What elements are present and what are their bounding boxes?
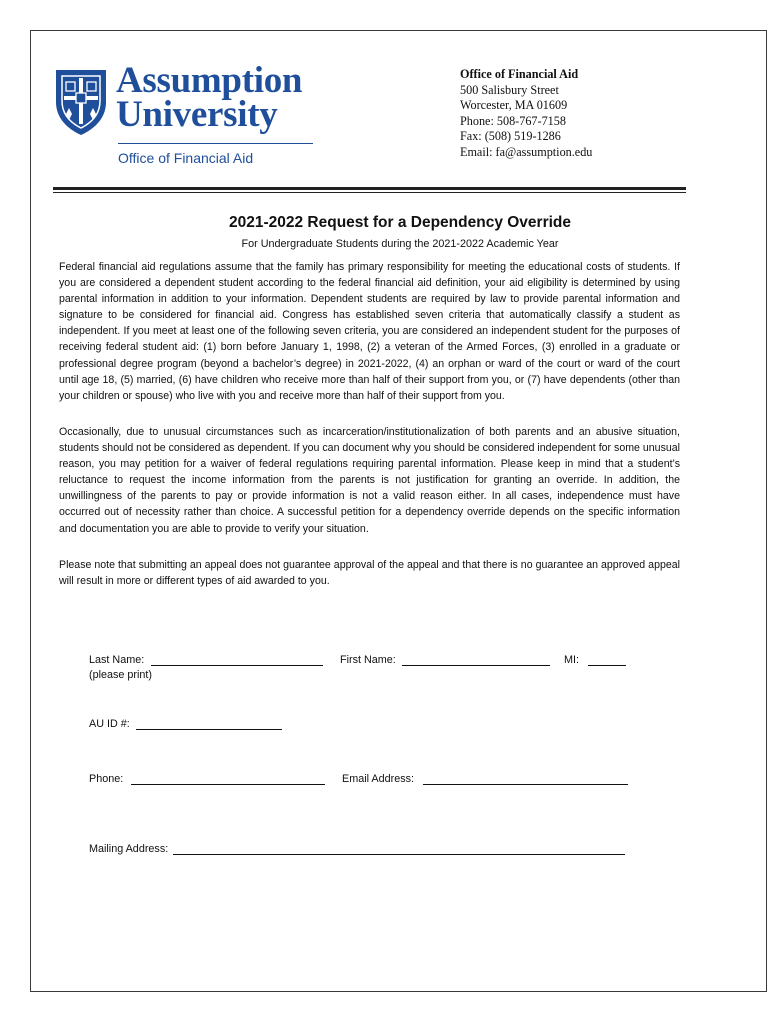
mi-label: MI: xyxy=(564,654,579,666)
au-id-line[interactable] xyxy=(136,717,282,730)
email-line[interactable] xyxy=(423,772,628,785)
mi-field xyxy=(564,653,626,666)
au-id-field xyxy=(89,717,282,730)
document-subtitle: For Undergraduate Students during the 2021-2022 Academic Year xyxy=(241,238,559,250)
shield-crest-icon xyxy=(54,68,108,136)
logo-line-1: Assumption xyxy=(116,60,303,101)
last-name-field xyxy=(89,653,323,666)
phone-field xyxy=(89,772,325,785)
paragraph-regulations: Federal financial aid regulations assume that the family has primary responsibility for meeting the educational costs of students. If you are considered a dependent student according to the federal financial aid definition, your aid eligibility is determined by using parental information in addition to your information. Dependent students are required by law to provide parental information and signature to be considered for financial aid. Congress has established seven criteria that automatically classify a student as independent. If you meet at least one of the following seven criteria, you are considered an independent student for the purposes of receiving federal student aid: (1) born before January 1, 1998, (2) a veteran of the Armed Forces, (3) enrolled in a graduate or professional degree program (beyond a bachelor’s degree) in 2021-2022, (4) an orphan or ward of the court or ward of the court until age 18, (5) married, (6) have children who receive more than half of their support from you, or (7) have dependents (other than your children or spouse) who live with you and receive more than half of their support from you. xyxy=(59,261,680,402)
university-logo xyxy=(54,60,354,206)
first-name-line[interactable] xyxy=(402,653,550,666)
contact-street: 500 Salisbury Street xyxy=(460,82,559,97)
phone-label: Phone: xyxy=(89,773,124,785)
logo-line-2: University xyxy=(116,94,278,135)
document-title: 2021-2022 Request for a Dependency Override xyxy=(228,214,571,231)
header-divider-thin xyxy=(53,192,686,193)
email-label: Email Address: xyxy=(342,773,415,785)
last-name-line[interactable] xyxy=(151,653,323,666)
contact-title: Office of Financial Aid xyxy=(460,67,579,81)
first-name-label: First Name: xyxy=(340,654,396,666)
mailing-address-label: Mailing Address: xyxy=(89,843,169,855)
contact-fax: Fax: (508) 519-1286 xyxy=(460,129,561,143)
mailing-address-line[interactable] xyxy=(173,842,625,855)
phone-line[interactable] xyxy=(131,772,325,785)
contact-block xyxy=(460,67,592,160)
please-print-note: (please print) xyxy=(89,669,153,681)
contact-email: Email: fa@assumption.edu xyxy=(460,144,593,159)
au-id-label: AU ID #: xyxy=(89,718,130,730)
mailing-address-field xyxy=(89,842,625,855)
paragraph-disclaimer: Please note that submitting an appeal does not guarantee approval of the appeal and that there is no guarantee an approved appeal will result in more or different types of aid awarded to you. xyxy=(59,559,680,588)
header-divider-thick xyxy=(53,187,686,190)
mi-line[interactable] xyxy=(588,653,626,666)
logo-wordmark xyxy=(116,60,303,135)
email-field xyxy=(342,772,628,785)
paragraph-unusual-circumstances: Occasionally, due to unusual circumstances such as incarceration/institutionalization of both parents and an abusive situation, students should not be considered as dependent. If you can document why you should be considered independent for some unusual reason, you may petition for a waiver of federal regulations requiring parental information. Please keep in mind that a student’s reluctance to request the income information from the parents is not justification for granting an override. In addition, the unwillingness of the parents to pay or provide information is not a valid reason either. In all cases, independence must have occurred out of necessity rather than choice. A successful petition for a dependency override depends on the specific information and documentation you are able to provide to verify your situation. xyxy=(59,426,680,535)
contact-city: Worcester, MA 01609 xyxy=(460,98,568,112)
logo-subtitle: Office of Financial Aid xyxy=(118,150,254,166)
first-name-field xyxy=(340,653,550,666)
last-name-label: Last Name: xyxy=(89,654,145,666)
contact-phone: Phone: 508-767-7158 xyxy=(460,113,566,128)
logo-divider xyxy=(118,143,313,144)
